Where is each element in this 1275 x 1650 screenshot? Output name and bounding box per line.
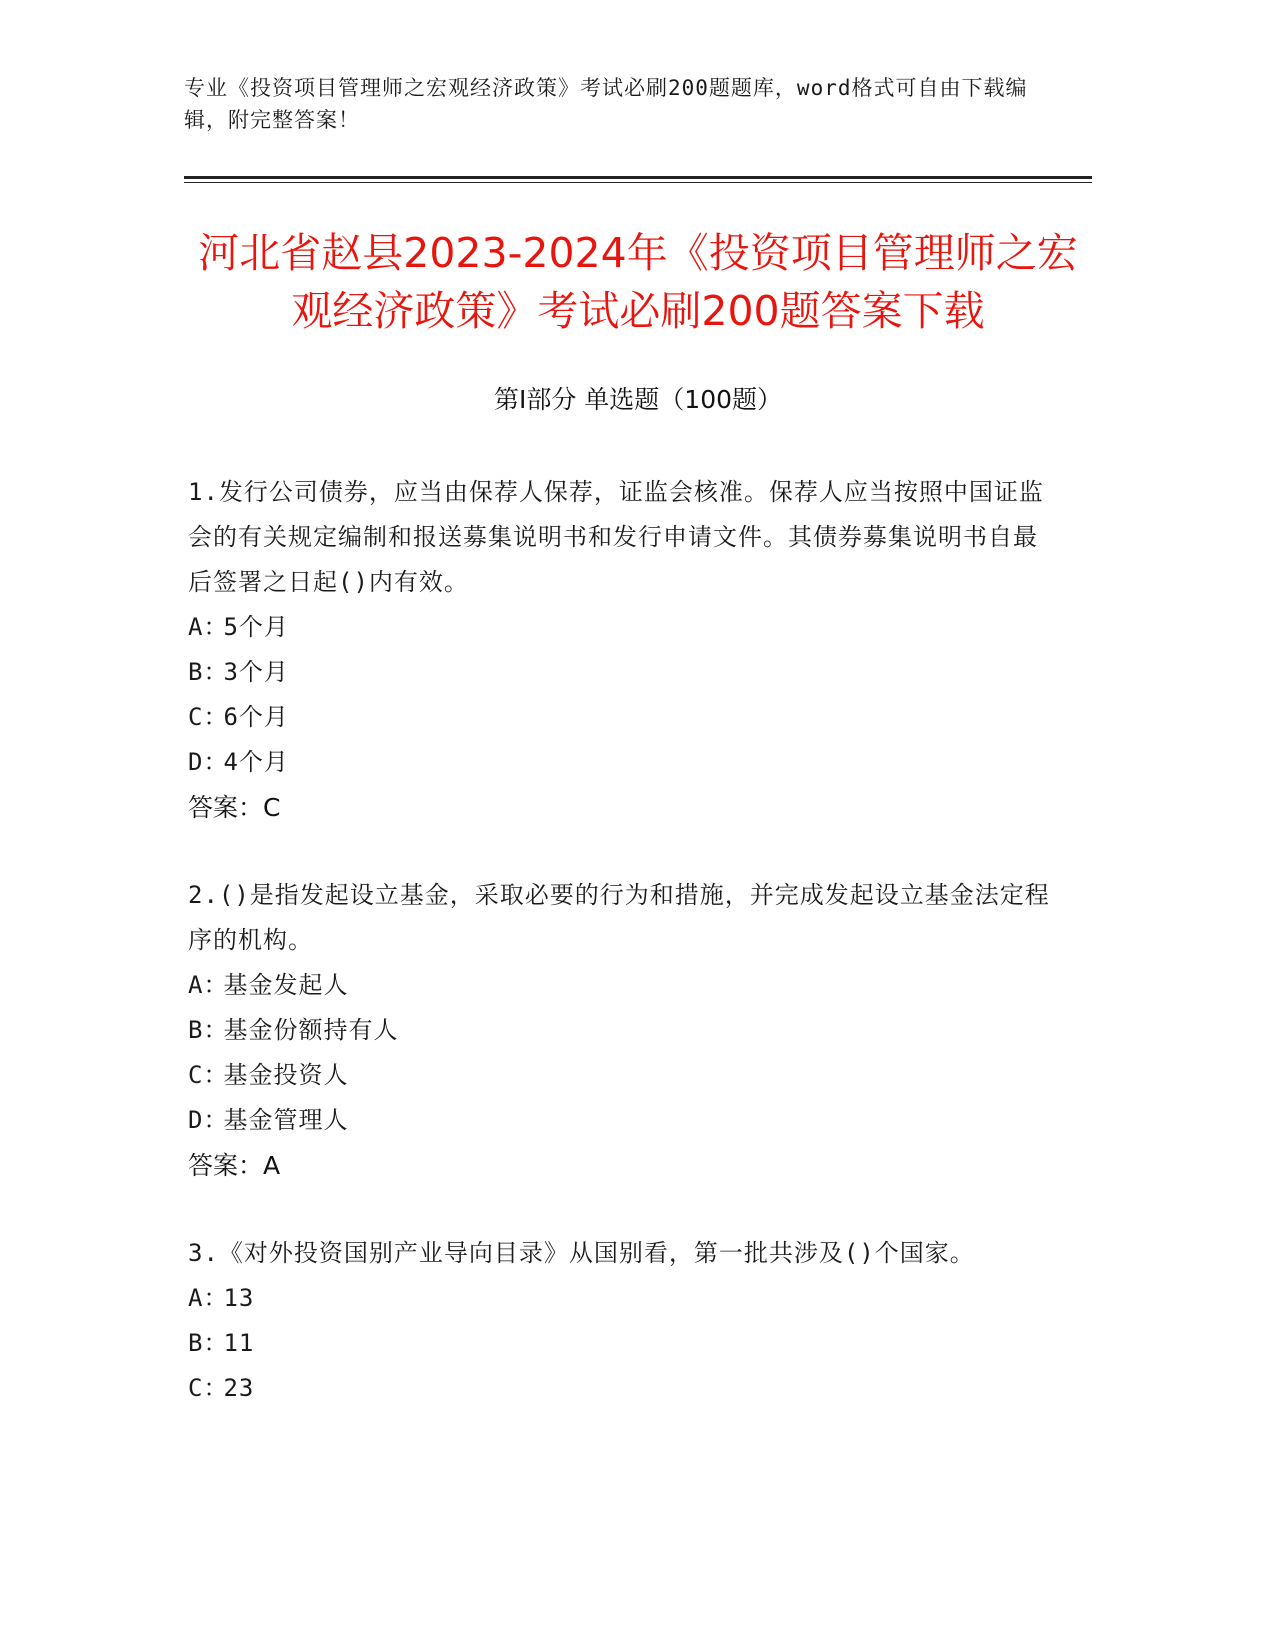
- answer-option: [188, 650, 1058, 695]
- option-text: 基金发起人: [223, 971, 349, 999]
- header-rule-thin: [184, 182, 1092, 183]
- option-separator: ：: [203, 658, 229, 686]
- answer-line: [188, 785, 1058, 830]
- header-note: 专业《投资项目管理师之宏观经济政策》考试必刷200题题库，word格式可自由下载编辑，附完整答案！: [184, 76, 1028, 132]
- question-item: [188, 873, 1058, 1188]
- answer-option: [188, 1276, 1058, 1321]
- answer-line: [188, 1143, 1058, 1188]
- option-text: 11: [223, 1329, 255, 1357]
- answer-option: [188, 1321, 1058, 1366]
- option-letter: A: [188, 1284, 204, 1312]
- option-text: 6个月: [223, 703, 289, 731]
- option-text: 23: [223, 1374, 255, 1402]
- option-letter: D: [188, 1106, 204, 1134]
- option-letter: A: [188, 971, 204, 999]
- answer-label: 答案：: [188, 793, 264, 822]
- option-separator: ：: [203, 971, 229, 999]
- option-separator: ：: [203, 1016, 229, 1044]
- option-separator: ：: [203, 748, 229, 776]
- option-text: 基金管理人: [223, 1106, 349, 1134]
- option-text: 4个月: [223, 748, 289, 776]
- option-separator: ：: [203, 613, 229, 641]
- answer-option: [188, 1008, 1058, 1053]
- option-separator: ：: [203, 1374, 229, 1402]
- option-text: 5个月: [223, 613, 289, 641]
- option-text: 基金份额持有人: [223, 1016, 399, 1044]
- option-letter: A: [188, 613, 204, 641]
- answer-option: [188, 963, 1058, 1008]
- question-stem: 1.发行公司债券，应当由保荐人保荐，证监会核准。保荐人应当按照中国证监会的有关规定编制和报送募集说明书和发行申请文件。其债券募集说明书自最后签署之日起()内有效。: [188, 478, 1044, 596]
- answer-option: [188, 605, 1058, 650]
- answer-value: C: [263, 793, 281, 822]
- answer-option: [188, 1098, 1058, 1143]
- question-item: [188, 470, 1058, 830]
- option-letter: B: [188, 1016, 204, 1044]
- question-list: [188, 470, 1058, 1454]
- document-title: 河北省赵县2023-2024年《投资项目管理师之宏观经济政策》考试必刷200题答案下载: [198, 229, 1078, 335]
- answer-option: [188, 695, 1058, 740]
- header-rule-thick: [184, 176, 1092, 179]
- option-letter: B: [188, 658, 204, 686]
- option-text: 基金投资人: [223, 1061, 349, 1089]
- option-letter: C: [188, 1061, 204, 1089]
- option-text: 3个月: [223, 658, 289, 686]
- answer-label: 答案：: [188, 1151, 264, 1180]
- answer-value: A: [263, 1151, 281, 1180]
- option-letter: B: [188, 1329, 204, 1357]
- option-separator: ：: [203, 1106, 229, 1134]
- option-separator: ：: [203, 703, 229, 731]
- section-heading: 第Ⅰ部分 单选题（100题）: [493, 385, 783, 414]
- question-stem: 3.《对外投资国别产业导向目录》从国别看，第一批共涉及()个国家。: [188, 1239, 975, 1267]
- option-separator: ：: [203, 1061, 229, 1089]
- question-item: [188, 1231, 1058, 1411]
- option-text: 13: [223, 1284, 255, 1312]
- answer-option: [188, 1053, 1058, 1098]
- question-stem: 2.()是指发起设立基金，采取必要的行为和措施，并完成发起设立基金法定程序的机构。: [188, 881, 1050, 954]
- option-letter: D: [188, 748, 204, 776]
- option-separator: ：: [203, 1284, 229, 1312]
- option-letter: C: [188, 1374, 204, 1402]
- option-separator: ：: [203, 1329, 229, 1357]
- option-letter: C: [188, 703, 204, 731]
- answer-option: [188, 1366, 1058, 1411]
- answer-option: [188, 740, 1058, 785]
